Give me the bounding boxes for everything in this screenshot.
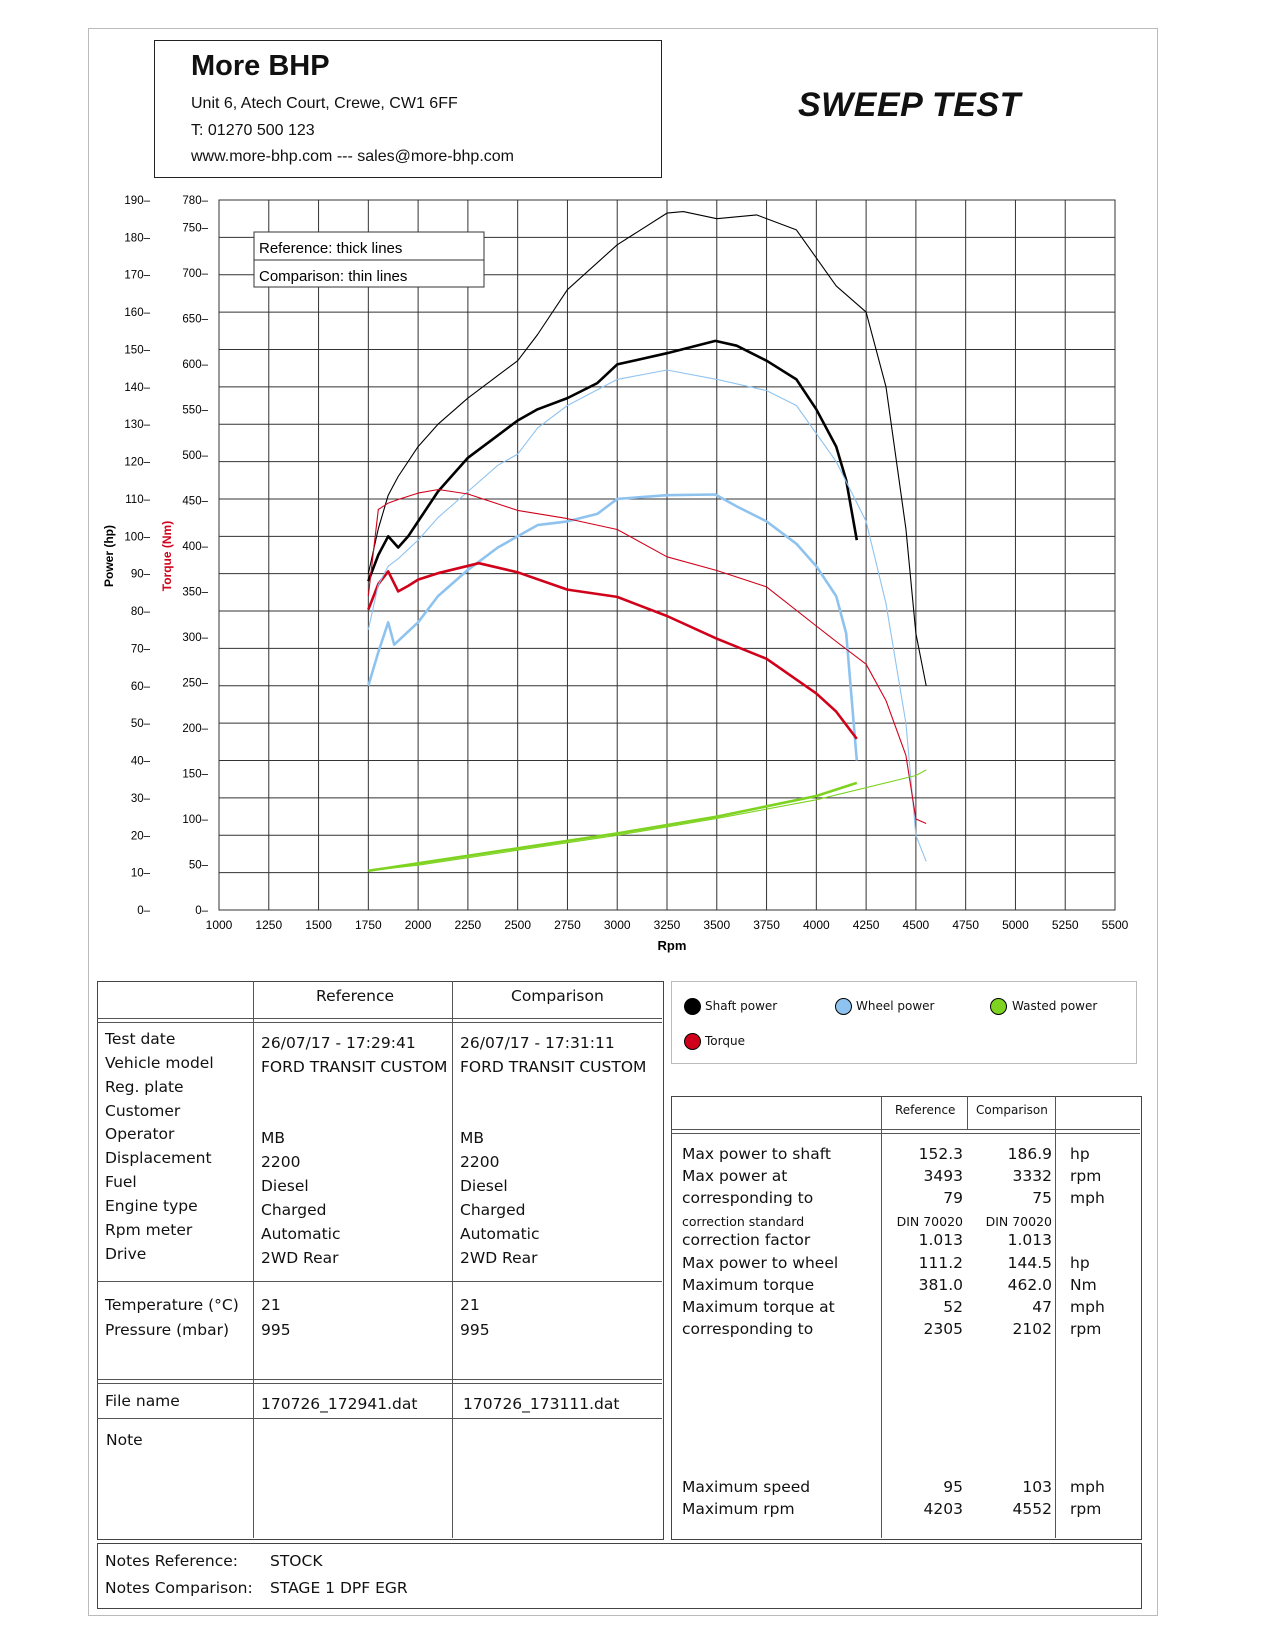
torque-tick-label: 500– [182,449,208,462]
x-tick-label: 2500 [504,918,532,932]
result-cmp-value: 1.013 [1007,1231,1052,1249]
result-unit: rpm [1070,1320,1102,1338]
result-ref-value: 381.0 [918,1276,963,1294]
comparison-drive: 2WD Rear [460,1249,538,1267]
max-speed-cmp: 103 [1022,1478,1052,1496]
notes-ref-value: STOCK [270,1552,323,1570]
info-label: Reg. plate [105,1078,184,1096]
result-ref-value: 152.3 [918,1145,963,1163]
x-tick-label: 1250 [255,918,283,932]
power-tick-label: 100– [124,531,150,544]
x-tick-label: 5500 [1101,918,1129,932]
info-label: Displacement [105,1149,212,1167]
x-tick-label: 2000 [404,918,432,932]
result-label: Maximum torque [682,1276,815,1294]
legend-reference-label: Reference: thick lines [259,240,403,257]
power-tick-label: 90– [130,568,150,581]
company-address: Unit 6, Atech Court, Crewe, CW1 6FF [191,95,458,112]
torque-tick-label: 650– [182,313,208,326]
x-tick-label: 1500 [305,918,332,932]
legend-wasted: Wasted power [1012,999,1098,1013]
cmp-file-name: 170726_173111.dat [463,1395,620,1413]
result-label: Max power to wheel [682,1254,839,1272]
x-tick-label: 3000 [603,918,631,932]
chart-series [368,212,926,871]
legend-wheel: Wheel power [856,999,935,1013]
comparison-fuel: Diesel [460,1177,508,1195]
power-tick-label: 120– [124,456,150,469]
x-tick-label: 5000 [1002,918,1029,932]
result-cmp-value: 75 [1032,1189,1052,1207]
power-tick-label: 40– [130,755,150,768]
torque-dot [684,1033,701,1050]
info-col-reference: Reference [316,987,395,1005]
power-tick-label: 190– [124,195,150,207]
file-name-label: File name [105,1392,180,1410]
series-reference-shaft-power [368,341,857,581]
torque-axis-label: Torque (Nm) [160,520,174,592]
chart-grid [219,200,1115,910]
result-cmp-value: 144.5 [1007,1254,1052,1272]
temperature-label: Temperature (°C) [105,1296,239,1314]
notes-cmp-label: Notes Comparison: [105,1579,253,1597]
result-unit: Nm [1070,1276,1097,1294]
info-label: Test date [105,1030,176,1048]
x-tick-label: 1750 [354,918,382,932]
info-label: Engine type [105,1197,198,1215]
ref-temperature: 21 [261,1296,281,1314]
torque-tick-label: 700– [182,267,208,280]
series-reference-torque [368,563,857,739]
max-speed-label: Maximum speed [682,1478,811,1496]
power-tick-label: 60– [130,680,150,693]
torque-tick-label: 600– [182,358,208,371]
legend-torque: Torque [705,1034,745,1048]
legend-shaft: Shaft power [705,999,778,1013]
max-speed-unit: mph [1070,1478,1105,1496]
torque-tick-label: 780– [182,195,208,207]
x-tick-label: 5250 [1051,918,1079,932]
reference-operator: MB [261,1129,286,1147]
cmp-pressure: 995 [460,1321,490,1339]
result-cmp-value: 47 [1032,1298,1052,1316]
torque-tick-label: 250– [182,677,208,690]
x-axis-ticks [206,918,1129,932]
power-tick-label: 30– [130,792,150,805]
result-ref-value: DIN 70020 [896,1214,963,1229]
x-tick-label: 3250 [653,918,681,932]
notes-ref-label: Notes Reference: [105,1552,238,1570]
power-tick-label: 170– [124,269,150,282]
result-unit: mph [1070,1298,1105,1316]
cmp-temperature: 21 [460,1296,480,1314]
x-tick-label: 4500 [902,918,930,932]
x-tick-label: 4750 [952,918,980,932]
note-label: Note [106,1431,143,1449]
result-unit: rpm [1070,1167,1102,1185]
comparison-rpm-meter: Automatic [460,1225,540,1243]
result-label: corresponding to [682,1320,814,1338]
ref-pressure: 995 [261,1321,291,1339]
power-tick-label: 150– [124,344,150,357]
power-tick-label: 10– [130,867,150,880]
torque-tick-label: 150– [182,768,208,781]
info-label: Vehicle model [105,1054,214,1072]
result-unit: hp [1070,1254,1090,1272]
reference-engine: Charged [261,1201,327,1219]
x-axis-label: Rpm [657,938,687,953]
results-col-reference: Reference [895,1103,956,1117]
result-cmp-value: 3332 [1012,1167,1052,1185]
result-label: Maximum torque at [682,1298,835,1316]
legend-comparison-label: Comparison: thin lines [259,268,408,285]
result-label: Max power to shaft [682,1145,831,1163]
result-cmp-value: 462.0 [1007,1276,1052,1294]
series-comparison-wasted-power [368,770,926,871]
company-phone: T: 01270 500 123 [191,122,315,139]
shaft-power-dot [684,998,701,1015]
max-rpm-cmp: 4552 [1012,1500,1052,1518]
info-col-comparison: Comparison [511,987,604,1005]
x-tick-label: 3500 [703,918,731,932]
result-cmp-value: 186.9 [1007,1145,1052,1163]
reference-rpm-meter: Automatic [261,1225,341,1243]
comparison-date: 26/07/17 - 17:31:11 [460,1034,615,1052]
power-tick-label: 110– [125,493,150,506]
result-ref-value: 52 [943,1298,963,1316]
power-axis-label: Power (hp) [102,525,116,587]
power-tick-label: 20– [130,830,150,843]
result-cmp-value: 2102 [1012,1320,1052,1338]
reference-date: 26/07/17 - 17:29:41 [261,1034,416,1052]
result-cmp-value: DIN 70020 [985,1214,1052,1229]
result-ref-value: 2305 [923,1320,963,1338]
comparison-displacement: 2200 [460,1153,500,1171]
x-tick-label: 3750 [753,918,780,932]
wasted-power-dot [990,998,1007,1015]
company-web: www.more-bhp.com --- sales@more-bhp.com [191,148,514,165]
result-label: correction factor [682,1231,811,1249]
result-ref-value: 1.013 [918,1231,963,1249]
x-tick-label: 4000 [802,918,830,932]
max-rpm-ref: 4203 [923,1500,963,1518]
power-tick-label: 180– [124,232,150,245]
pressure-label: Pressure (mbar) [105,1321,230,1339]
torque-tick-label: 200– [182,722,208,735]
power-tick-label: 70– [130,643,150,656]
torque-tick-label: 50– [188,859,208,872]
comparison-engine: Charged [460,1201,526,1219]
torque-tick-label: 550– [182,404,208,417]
info-label: Fuel [105,1173,137,1191]
info-label: Drive [105,1245,147,1263]
info-label: Operator [105,1125,175,1143]
torque-tick-label: 0– [195,905,208,917]
company-name: More BHP [191,50,330,82]
power-tick-label: 80– [130,606,150,619]
notes-box [97,1543,1142,1609]
torque-tick-label: 350– [182,586,208,599]
series-legend [671,981,1137,1064]
wheel-power-dot [835,998,852,1015]
result-label: corresponding to [682,1189,814,1207]
power-axis-ticks [124,195,150,917]
result-label: correction standard [682,1214,805,1229]
series-reference-wasted-power [368,783,857,871]
x-tick-label: 2750 [554,918,581,932]
results-col-comparison: Comparison [976,1103,1048,1117]
series-comparison-torque [368,490,926,824]
torque-tick-label: 100– [182,813,208,826]
torque-tick-label: 750– [182,222,208,235]
max-rpm-unit: rpm [1070,1500,1102,1518]
max-speed-ref: 95 [943,1478,963,1496]
ref-file-name: 170726_172941.dat [261,1395,418,1413]
result-label: Max power at [682,1167,788,1185]
torque-axis-ticks [182,195,208,917]
x-tick-label: 4250 [852,918,880,932]
x-tick-label: 2250 [454,918,482,932]
power-tick-label: 140– [124,381,150,394]
power-tick-label: 50– [130,718,150,731]
torque-tick-label: 450– [182,495,208,508]
comparison-operator: MB [460,1129,485,1147]
max-rpm-label: Maximum rpm [682,1500,795,1518]
result-ref-value: 79 [943,1189,963,1207]
reference-drive: 2WD Rear [261,1249,339,1267]
result-ref-value: 111.2 [918,1254,963,1272]
power-tick-label: 0– [137,905,150,917]
result-unit: hp [1070,1145,1090,1163]
report-title: SWEEP TEST [798,86,1021,124]
info-label: Rpm meter [105,1221,193,1239]
info-label: Customer [105,1102,181,1120]
comparison-model: FORD TRANSIT CUSTOM [460,1058,647,1076]
power-tick-label: 160– [124,307,150,320]
reference-model: FORD TRANSIT CUSTOM [261,1058,448,1076]
torque-tick-label: 300– [182,631,208,644]
series-reference-wheel-power [368,495,857,761]
power-tick-label: 130– [124,419,150,432]
reference-displacement: 2200 [261,1153,301,1171]
reference-fuel: Diesel [261,1177,309,1195]
x-tick-label: 1000 [205,918,233,932]
result-ref-value: 3493 [923,1167,963,1185]
result-unit: mph [1070,1189,1105,1207]
notes-cmp-value: STAGE 1 DPF EGR [270,1579,408,1597]
torque-tick-label: 400– [182,540,208,553]
